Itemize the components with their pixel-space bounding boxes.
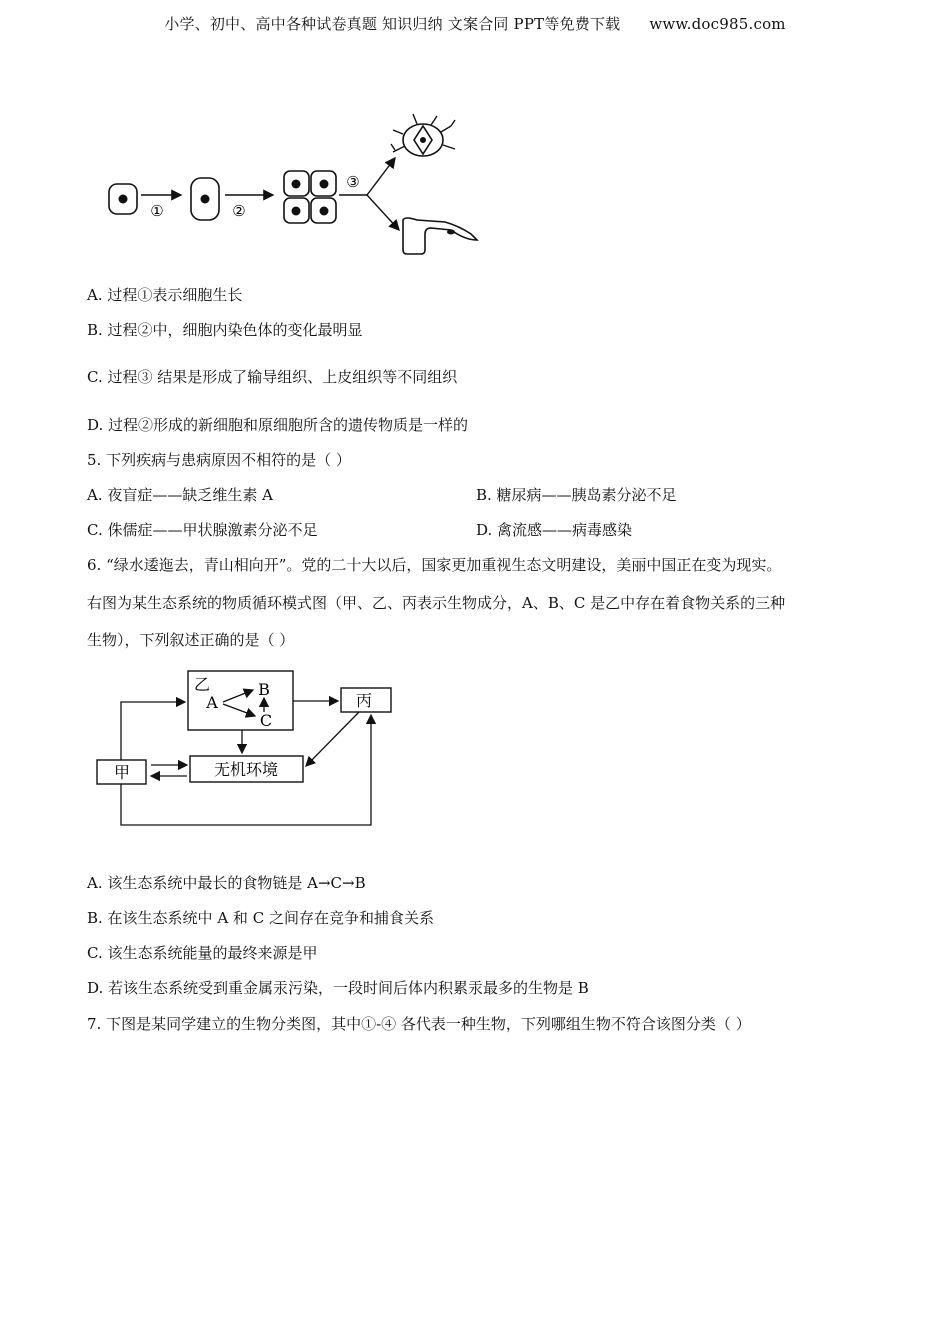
q6-option-a: A. 该生态系统中最长的食物链是 A→C→B [87, 874, 366, 892]
step-1-label: ① [150, 202, 164, 220]
cell-division-figure [105, 112, 485, 262]
yi-label: 乙 [193, 675, 211, 694]
q5-option-a: A. 夜盲症——缺乏维生素 A [87, 486, 273, 504]
q5-stem: 5. 下列疾病与患病原因不相符的是（ ） [87, 451, 351, 469]
node-c: C [259, 711, 273, 730]
q5-option-b: B. 糖尿病——胰岛素分泌不足 [476, 486, 677, 504]
differentiated-cell [403, 218, 477, 254]
step-3-label: ③ [346, 173, 360, 191]
q6-option-d: D. 若该生态系统受到重金属汞污染，一段时间后体内积累汞最多的生物是 B [87, 979, 589, 997]
page-header [0, 13, 950, 34]
q6-stem-line-3: 生物），下列叙述正确的是（ ） [87, 631, 295, 649]
header-site: www.doc985.com [649, 15, 786, 33]
node-a: A [206, 693, 218, 712]
q6-option-c: C. 该生态系统能量的最终来源是甲 [87, 944, 318, 962]
nerve-cell [391, 114, 455, 156]
bing-label: 丙 [355, 691, 373, 710]
environment-label: 无机环境 [213, 760, 279, 779]
jia-label: 甲 [113, 763, 131, 782]
q6-stem-line-1: 6. “绿水逶迤去，青山相向开”。党的二十大以后，国家更加重视生态文明建设，美丽中国正在变为现实。 [87, 556, 782, 574]
grown-cell [191, 178, 219, 220]
q6-stem-line-2: 右图为某生态系统的物质循环模式图（甲、乙、丙表示生物成分，A、B、C 是乙中存在着食物关系的三种 [87, 594, 786, 612]
four-cells [284, 171, 336, 223]
material-cycle-diagram [95, 668, 395, 830]
header-text: 小学、初中、高中各种试卷真题 知识归纳 文案合同 PPT等免费下载 [164, 15, 621, 33]
single-cell [109, 184, 137, 214]
q6-option-b: B. 在该生态系统中 A 和 C 之间存在竞争和捕食关系 [87, 909, 434, 927]
q7-stem: 7. 下图是某同学建立的生物分类图，其中①-④ 各代表一种生物，下列哪组生物不符合该图分类（ ） [87, 1015, 751, 1033]
step-2-label: ② [232, 202, 246, 220]
node-b: B [258, 680, 270, 699]
q4-option-a: A. 过程①表示细胞生长 [87, 286, 243, 304]
q4-option-c: C. 过程③ 结果是形成了输导组织、上皮组织等不同组织 [87, 368, 458, 386]
q5-option-d: D. 禽流感——病毒感染 [476, 521, 633, 539]
q4-option-d: D. 过程②形成的新细胞和原细胞所含的遗传物质是一样的 [87, 416, 469, 434]
q4-option-b: B. 过程②中，细胞内染色体的变化最明显 [87, 321, 363, 339]
q5-option-c: C. 侏儒症——甲状腺激素分泌不足 [87, 521, 318, 539]
